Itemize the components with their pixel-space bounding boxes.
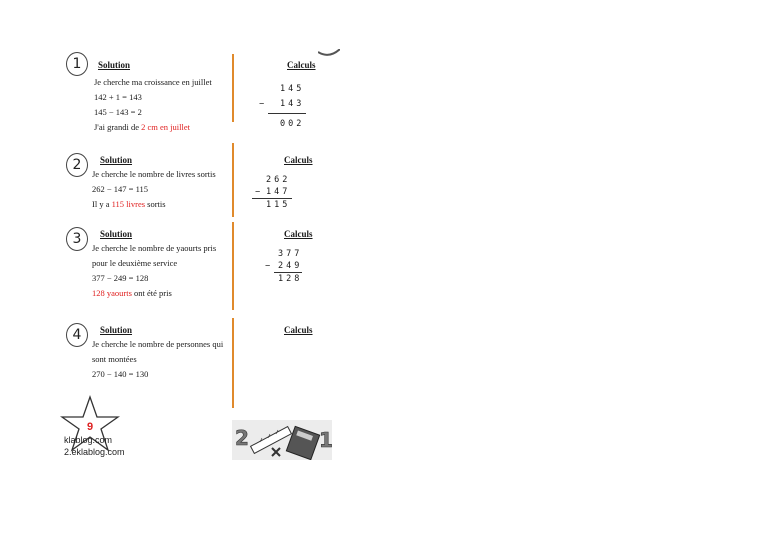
site-credit-2[interactable]: 2.eklablog.com [64, 447, 125, 457]
section-3-line-2: pour le deuxième service [92, 258, 178, 268]
section-1-calc-heading: Calculs [287, 60, 316, 70]
section-1-answer-highlight: 2 cm en juillet [141, 122, 190, 132]
section-3-calc-result: 128 [278, 274, 303, 284]
section-1-line-1: Je cherche ma croissance en juillet [94, 77, 212, 87]
section-3-calc-rule [274, 272, 302, 273]
section-1-divider [232, 54, 234, 122]
section-2-calc-rule [252, 198, 292, 199]
section-3-calc-operator: − [265, 261, 274, 271]
section-1-solution-heading: Solution [98, 60, 131, 70]
section-3-solution-heading: Solution [100, 229, 133, 239]
banner-number-left: 2 [235, 426, 249, 450]
section-4-number: 4 [66, 323, 88, 347]
section-4-line-1: Je cherche le nombre de personnes qui [92, 339, 224, 349]
section-1-answer [94, 122, 190, 132]
section-2-answer-suffix: sortis [145, 199, 166, 209]
section-2-answer [92, 199, 166, 209]
section-2-line-1: Je cherche le nombre de livres sortis [92, 169, 216, 179]
section-1-calc-row-1: 145 [280, 84, 305, 94]
section-1-calc-row-2: 143 [280, 99, 305, 109]
site-credit-1[interactable]: klablog.com [64, 435, 113, 445]
section-2-solution-heading: Solution [100, 155, 133, 165]
section-1-answer-prefix: J'ai grandi de [94, 122, 142, 132]
section-3-line-1: Je cherche le nombre de yaourts pris [92, 243, 217, 253]
section-2-calc-operator: − [255, 187, 264, 197]
corner-ornament [318, 44, 340, 52]
section-2-number: 2 [66, 153, 88, 177]
section-1-number: 1 [66, 52, 88, 76]
section-1-calc-operator: − [259, 99, 268, 109]
section-3-answer-suffix: ont été pris [131, 288, 172, 298]
section-2-calc-row-1: 262 [266, 175, 291, 185]
section-2-calc-row-2: 147 [266, 187, 291, 197]
section-4-line-3: 270 − 140 = 130 [92, 369, 149, 379]
section-3-answer [92, 288, 172, 298]
star-number: 9 [87, 421, 94, 433]
section-4-calc-heading: Calculs [284, 325, 313, 335]
section-3-calc-row-2: 249 [278, 261, 303, 271]
section-1-calc-rule [268, 113, 306, 114]
section-2-answer-prefix: Il y a [92, 199, 112, 209]
section-4-solution-heading: Solution [100, 325, 133, 335]
section-2-line-2: 262 − 147 = 115 [92, 184, 149, 194]
section-2-answer-highlight: 115 livres [111, 199, 146, 209]
banner-number-right: 1 [319, 428, 332, 452]
section-2-calc-heading: Calculs [284, 155, 313, 165]
section-1-line-2: 142 + 1 = 143 [94, 92, 142, 102]
section-3-calc-heading: Calculs [284, 229, 313, 239]
section-1-line-3: 145 − 143 = 2 [94, 107, 142, 117]
section-4-line-2: sont montées [92, 354, 137, 364]
section-4-divider [232, 318, 234, 408]
section-3-answer-highlight: 128 yaourts [92, 288, 132, 298]
section-2-calc-result: 115 [266, 200, 291, 210]
section-3-divider [232, 222, 234, 310]
section-3-number: 3 [66, 227, 88, 251]
section-3-calc-row-1: 377 [278, 249, 303, 259]
section-3-line-3: 377 − 249 = 128 [92, 273, 149, 283]
math-banner [232, 420, 332, 460]
section-1-calc-result: 002 [280, 119, 305, 129]
section-2-divider [232, 143, 234, 217]
